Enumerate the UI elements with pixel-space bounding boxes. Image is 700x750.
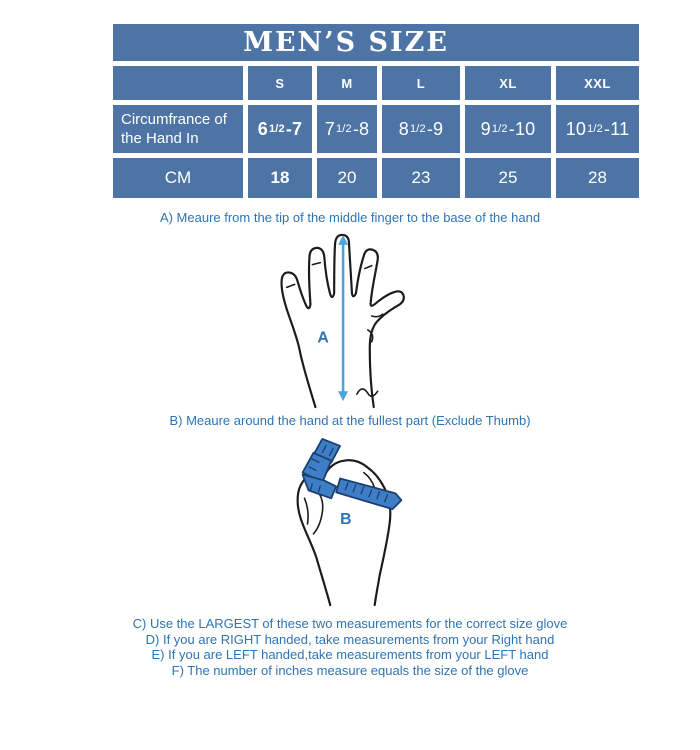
note-f: F) The number of inches measure equals the size of the glove	[171, 662, 529, 678]
figure-label-b: B	[339, 510, 352, 528]
inches-xl-frac: 1/2	[491, 123, 508, 135]
inches-cell-xl	[465, 105, 551, 153]
cm-cell-l: 23	[382, 158, 460, 198]
note-d: D) If you are RIGHT handed, take measurements from your Right hand	[145, 631, 555, 647]
inches-s-frac: 1/2	[268, 123, 285, 135]
size-table	[113, 24, 639, 198]
instruction-notes	[0, 616, 700, 678]
inches-cell-l	[382, 105, 460, 153]
inches-m-post: -8	[352, 118, 370, 139]
size-header-m: M	[317, 66, 377, 100]
inches-m-frac: 1/2	[335, 123, 352, 135]
table-title-bar	[113, 24, 639, 61]
size-grid	[113, 66, 639, 198]
inches-l-post: -9	[426, 118, 444, 139]
note-b: B) Meaure around the hand at the fullest part (Exclude Thumb)	[169, 413, 531, 428]
inches-cell-s	[248, 105, 312, 153]
inches-xxl-pre: 10	[565, 118, 587, 139]
inches-cell-m	[317, 105, 377, 153]
cm-cell-s: 18	[248, 158, 312, 198]
inches-xl-pre: 9	[480, 118, 491, 139]
inches-s-post: -7	[285, 118, 303, 139]
inches-xxl-frac: 1/2	[587, 123, 604, 135]
inches-xl-post: -10	[508, 118, 536, 139]
inches-row-label: Circumfrance of the Hand In	[113, 105, 243, 153]
size-header-l: L	[382, 66, 460, 100]
inches-l-frac: 1/2	[409, 123, 426, 135]
note-a: A) Meaure from the tip of the middle finger to the base of the hand	[159, 210, 541, 225]
note-e: E) If you are LEFT handed,take measurements from your LEFT hand	[151, 647, 549, 662]
inches-m-pre: 7	[324, 118, 335, 139]
size-header-xxl: XXL	[556, 66, 639, 100]
cm-cell-m: 20	[317, 158, 377, 198]
inches-l-pre: 8	[398, 118, 409, 139]
cm-cell-xxl: 28	[556, 158, 639, 198]
page-title: MEN’S SIZE	[243, 27, 449, 58]
note-c: C) Use the LARGEST of these two measurements for the correct size glove	[132, 616, 568, 631]
inches-xxl-post: -11	[604, 118, 630, 139]
cm-row-label: CM	[113, 158, 243, 198]
corner-cell	[113, 66, 243, 100]
size-header-xl: XL	[465, 66, 551, 100]
hand-circumference-figure	[278, 437, 423, 607]
size-header-s: S	[248, 66, 312, 100]
cm-cell-xl: 25	[465, 158, 551, 198]
inches-cell-xxl	[556, 105, 639, 153]
figure-label-a: A	[317, 329, 329, 347]
hand-length-figure	[271, 231, 429, 409]
inches-s-pre: 6	[257, 118, 268, 139]
